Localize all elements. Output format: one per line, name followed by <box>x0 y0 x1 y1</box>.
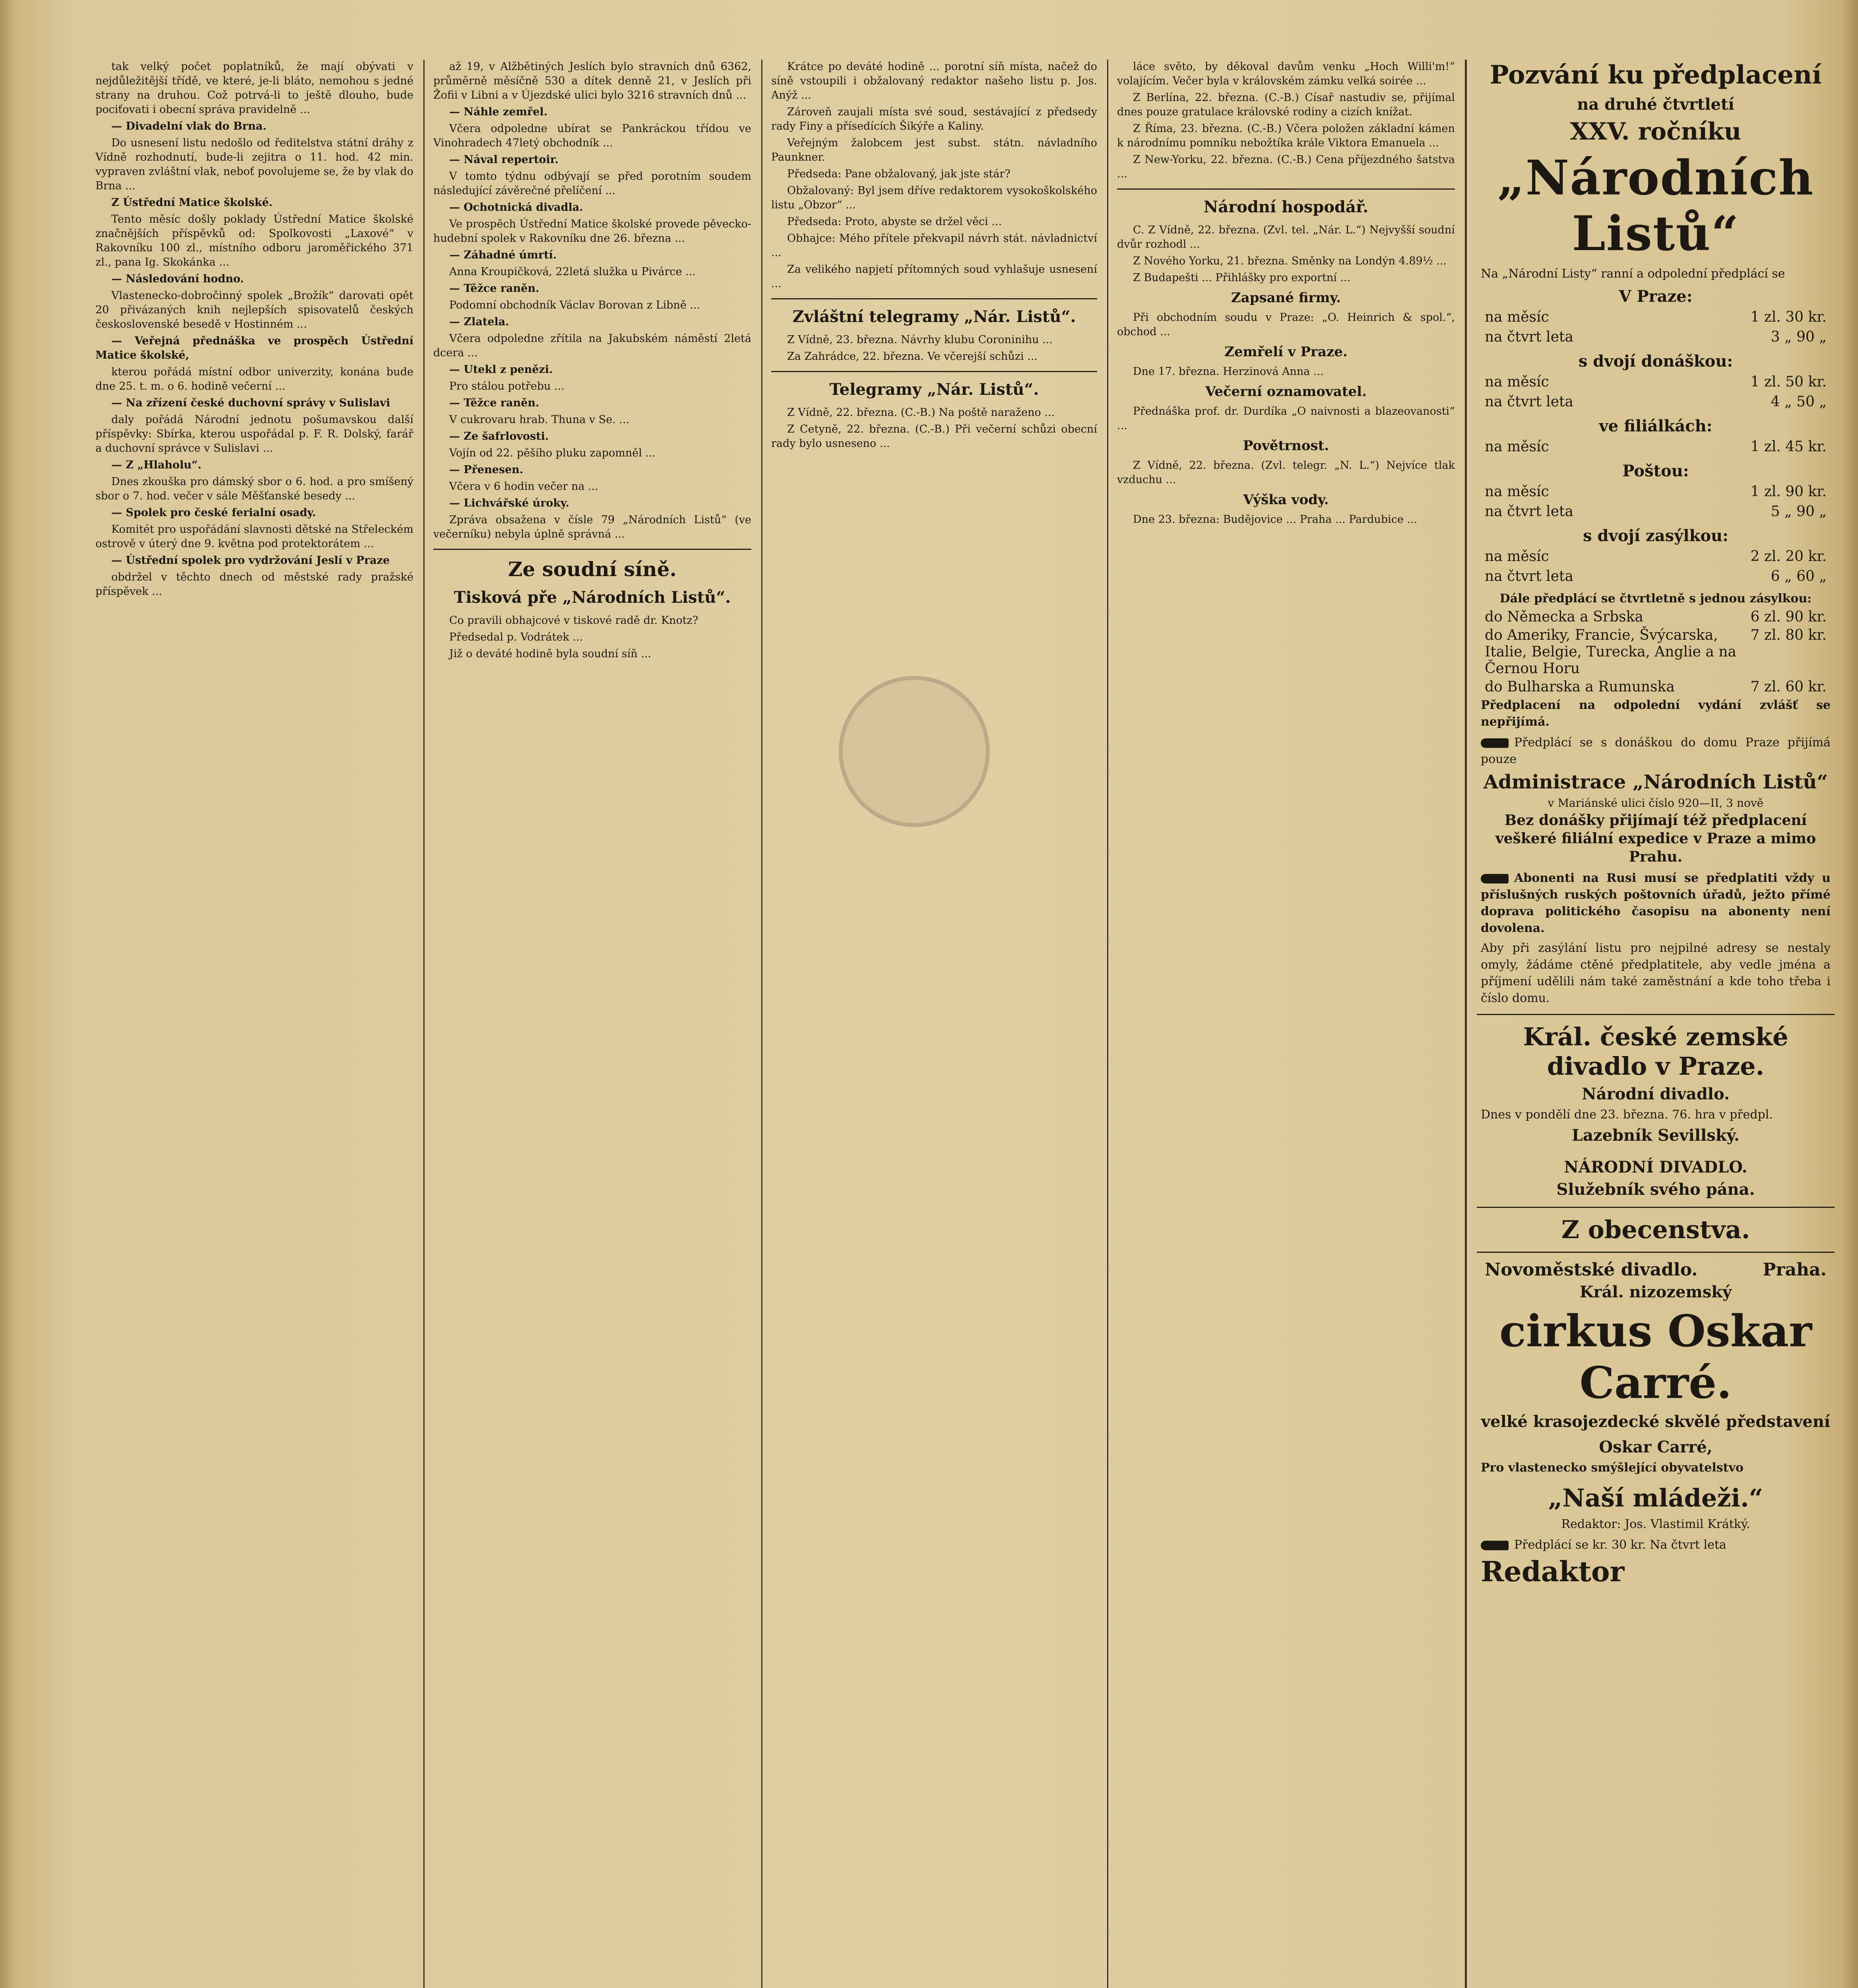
opera-title: Lazebník Sevillský. <box>1571 1126 1740 1145</box>
section-heading-evening: Večerní oznamovatel. <box>1205 384 1367 400</box>
article-paragraph: Z Vídně, 22. března. (C.-B.) Na poště naraženo ... <box>787 406 1055 419</box>
article-heading: — Divadelní vlak do Brna. <box>111 120 267 132</box>
price-row <box>1477 607 1835 627</box>
price-value: 7 zl. 60 kr. <box>1750 679 1827 695</box>
from-public-heading: Z obecenstva. <box>1561 1215 1750 1244</box>
article-paragraph: Tento měsíc došly poklady Ústřední Matice školské značnějších příspěvků od: Spolkovosti „Laxové“ v Rakovníku 100 zl., místního odboru jaroměřického 371 zl., pana Ig. Skokánka ... <box>95 213 413 268</box>
article-heading: — Ze šafrlovosti. <box>449 430 549 443</box>
delivery-note <box>1477 734 1835 768</box>
price-value: 6 „ 60 „ <box>1771 568 1827 584</box>
price-label: do Ameriky, Francie, Švýcarska, Italie, Belgie, Turecka, Anglie a na Černou Horu <box>1485 627 1736 677</box>
article-paragraph: Dne 23. března: Budějovice ... Praha ... Pardubice ... <box>1133 513 1418 526</box>
price-value: 1 zl. 30 kr. <box>1750 309 1827 325</box>
section-rule <box>1477 1014 1835 1015</box>
column-3 <box>771 60 1097 1988</box>
price-label: na měsíc <box>1485 374 1549 390</box>
article-paragraph: Veřejným žalobcem jest subst. státn. návladního Paunkner. <box>771 137 1097 163</box>
article-paragraph: Z Vídně, 23. března. Návrhy klubu Coroninihu ... <box>787 334 1053 346</box>
section-rule <box>1477 1207 1835 1208</box>
article-paragraph: Včera v 6 hodin večer na ... <box>449 480 598 493</box>
russia-note <box>1477 870 1835 937</box>
article-paragraph: Včera odpoledne zřítila na Jakubském náměstí 2letá dcera ... <box>433 332 751 359</box>
price-value: 6 zl. 90 kr. <box>1750 609 1827 625</box>
article-heading: — Těžce raněn. <box>449 282 539 295</box>
article-paragraph: Vlastenecko-dobročinný spolek „Brožík“ darovati opět 20 přivázaných knih nejlepších spisovatelů českých československé besedě v Hostinném ... <box>95 289 413 330</box>
article-paragraph: Pro stálou potřebu ... <box>449 380 564 392</box>
price-row <box>1477 327 1835 347</box>
article-paragraph: Krátce po deváté hodině ... porotní síň místa, načež do síně vstoupili i obžalovaný redaktor našeho listu p. Jos. Anýž ... <box>771 60 1097 101</box>
youth-magazine-intro: Pro vlastenecko smýšlející obyvatelstvo <box>1481 1461 1744 1475</box>
article-paragraph: Předseda: Proto, abyste se držel věci ... <box>787 215 1002 228</box>
price-label: na čtvrt leta <box>1485 568 1573 584</box>
column-divider <box>423 60 425 1988</box>
play-title: Služebník svého pána. <box>1556 1180 1755 1199</box>
subscription-volume: XXV. ročníku <box>1570 118 1742 146</box>
theatre-title: Král. české zemské divadlo v Praze. <box>1523 1022 1788 1081</box>
foreign-subscription-heading: Dále předplácí se čtvrtletně s jednou zásylkou: <box>1499 592 1812 606</box>
price-value: 1 zl. 90 kr. <box>1750 483 1827 500</box>
article-paragraph: Z Říma, 23. března. (C.-B.) Včera položen základní kámen k národnímu pomníku nebožtíka krále Viktora Emanuela ... <box>1117 122 1455 149</box>
article-paragraph: Přednáška prof. dr. Durdíka „O naivnosti a blazeovanosti“ ... <box>1117 405 1455 432</box>
circus-title: cirkus Oskar Carré. <box>1499 1305 1812 1408</box>
article-paragraph: Z Vídně, 22. března. (Zvl. telegr. „N. L.“) Nejvíce tlak vzduchu ... <box>1117 459 1455 486</box>
masthead-narodni-listy: „Národních Listů“ <box>1497 150 1814 262</box>
column-divider <box>1107 60 1108 1988</box>
section-heading-telegrams: Telegramy „Nár. Listů“. <box>829 380 1039 399</box>
article-paragraph: Zároveň zaujali místa své soud, sestávající z předsedy rady Finy a přísedících Šikýře a Kaliny. <box>771 106 1097 132</box>
column-1 <box>95 60 413 1988</box>
article-paragraph: Z Budapešti ... Přihlášky pro exportní ... <box>1133 272 1351 284</box>
article-paragraph: Podomní obchodník Václav Borovan z Libně ... <box>449 299 700 311</box>
price-row <box>1477 567 1835 586</box>
novomestske-title: Novoměstské divadlo. <box>1485 1260 1698 1280</box>
article-paragraph: Obžalovaný: Byl jsem dříve redaktorem vysokoškolského listu „Obzor“ ... <box>771 184 1097 211</box>
section-heading-deaths: Zemřelí v Praze. <box>1224 344 1348 360</box>
article-paragraph: Z Cetyně, 22. března. (C.-B.) Při večerní schůzi obecní rady bylo usneseno ... <box>771 423 1097 450</box>
article-heading: — Lichvářské úroky. <box>449 497 570 509</box>
article-paragraph: Vojín od 22. pěšího pluku zapomněl ... <box>449 447 656 459</box>
novomestske-city: Praha. <box>1763 1260 1827 1280</box>
article-heading: — Náhle zemřel. <box>449 106 548 118</box>
article-paragraph: Při obchodním soudu v Praze: „O. Heinrich & spol.“, obchod ... <box>1117 311 1455 338</box>
article-paragraph: Do usnesení listu nedošlo od ředitelstva státní dráhy z Vídně rozhodnutí, bude-li zejitra o 11. hod. 42 min. vypraven zvláštní vlak, neboť povolujeme se, že by vlak do Brna ... <box>95 137 413 192</box>
article-paragraph: Dnes zkouška pro dámský sbor o 6. hod. a pro smíšený sbor o 7. hod. večer v sále Měšťanské besedy ... <box>95 476 413 502</box>
article-paragraph: kterou pořádá místní odbor univerzity, konána bude dne 25. t. m. o 6. hodině večerní ... <box>95 366 413 392</box>
article-paragraph: Dne 17. března. Herzinová Anna ... <box>1133 365 1324 378</box>
youth-magazine-title: „Naší mládeži.“ <box>1548 1483 1763 1512</box>
price-label: na čtvrt leta <box>1485 329 1573 345</box>
section-heading-court: Ze soudní síně. <box>508 557 677 581</box>
section-rule <box>1117 188 1455 190</box>
article-heading: — Utekl z penězi. <box>449 363 553 376</box>
administration-address: v Mariánské ulici číslo 920—II, 3 nově <box>1548 796 1764 810</box>
price-group-double-mail: s dvojí zasýlkou: <box>1583 526 1728 545</box>
article-heading: — Ústřední spolek pro vydržování Jeslí v Praze <box>111 554 390 567</box>
price-label: na čtvrt leta <box>1485 394 1573 410</box>
price-row <box>1477 482 1835 502</box>
price-label: na měsíc <box>1485 548 1549 565</box>
article-paragraph: Zpráva obsažena v čísle 79 „Národních Listů“ (ve večerníku) nebyla úplně správná ... <box>433 514 751 540</box>
price-label: na měsíc <box>1485 439 1549 455</box>
section-rule <box>771 371 1097 372</box>
article-paragraph: V cukrovaru hrab. Thuna v Se. ... <box>449 414 630 426</box>
price-label: do Německa a Srbska <box>1485 609 1643 625</box>
section-heading-firms: Zapsané firmy. <box>1231 290 1341 306</box>
pointing-hand-icon <box>1481 738 1509 748</box>
magazine-subscription-text: Předplácí se kr. 30 kr. Na čtvrt leta <box>1514 1538 1726 1552</box>
article-heading: — Zlatela. <box>449 316 509 328</box>
price-group-branches: ve filiálkách: <box>1599 417 1713 435</box>
article-heading: — Veřejná přednáška ve prospěch Ústřední Matice školské, <box>95 335 413 361</box>
article-paragraph: C. Z Vídně, 22. března. (Zvl. tel. „Nár. L.“) Nejvyšší soudní dvůr rozhodl ... <box>1117 224 1455 250</box>
address-note: Aby při zasýlání listu pro nejpilné adresy se nestaly omyly, žádáme ctěné předplatitele, aby vedle jména a příjmení udělili nám také zaměstnání a kde toho třeba i číslo domu. <box>1481 941 1831 1005</box>
article-heading: — Těžce raněn. <box>449 397 539 409</box>
price-row <box>1477 547 1835 567</box>
article-paragraph: V tomto týdnu odbývají se před porotním soudem následující závěrečné přelíčení ... <box>433 170 751 197</box>
left-page-edge <box>0 0 16 1988</box>
article-heading: — Záhadné úmrtí. <box>449 249 557 261</box>
article-paragraph: Z New-Yorku, 22. března. (C.-B.) Cena příjezdného šatstva ... <box>1117 153 1455 180</box>
price-label: do Bulharska a Rumunska <box>1485 679 1675 695</box>
section-rule <box>771 298 1097 299</box>
article-heading: — Přenesen. <box>449 464 524 476</box>
branch-note: Bez donášky přijímají též předplacení veškeré filiální expedice v Praze a mimo Prahu. <box>1495 812 1816 865</box>
delivery-note-text: Předplácí se s donáškou do domu Praze přijímá pouze <box>1481 736 1831 766</box>
price-value: 1 zl. 45 kr. <box>1750 439 1827 455</box>
right-page-edge <box>1842 0 1858 1988</box>
price-value: 1 zl. 50 kr. <box>1750 374 1827 390</box>
article-paragraph: obdržel v těchto dnech od městské rady pražské příspěvek ... <box>95 571 413 598</box>
editor-label: Redaktor <box>1481 1555 1625 1588</box>
price-group-double-delivery: s dvojí donáškou: <box>1578 352 1733 371</box>
circus-subtitle: Král. nizozemský <box>1579 1283 1732 1301</box>
article-heading: — Následování hodno. <box>111 273 244 285</box>
article-paragraph: až 19, v Alžbětiných Jeslích bylo stravních dnů 6362, průměrně měsíčně 530 a dítek denně 21, v Jeslích při Žofii v Libni a v Újezdské ulici bylo 3216 stravních dnů ... <box>433 60 751 101</box>
article-heading: — Ochotnická divadla. <box>449 201 583 214</box>
section-rule <box>1477 1252 1835 1253</box>
column-divider <box>1465 60 1467 1988</box>
section-heading-weather: Povětrnost. <box>1243 438 1329 454</box>
subscription-invite-title: Pozvání ku předplacení <box>1490 60 1822 90</box>
section-heading-economy: Národní hospodář. <box>1203 198 1369 216</box>
article-heading: — Na zřízení české duchovní správy v Sulislavi <box>111 397 390 409</box>
article-paragraph: Co pravili obhajcové v tiskové radě dr. Knotz? <box>449 614 698 627</box>
subscription-intro: Na „Národní Listy“ ranní a odpolední předplácí se <box>1481 267 1785 281</box>
article-paragraph: tak velký počet poplatníků, že mají obývati v nejdůležitější třídě, ve které, je-li bláto, nemohou s jedné strany na druhou. Což potrvá-li to ještě dlouho, bude pociťovati i obecní správa pravidelně ... <box>95 60 413 116</box>
price-value: 7 zl. 80 kr. <box>1750 627 1827 643</box>
price-label: na čtvrt leta <box>1485 503 1573 520</box>
article-paragraph: Za velikého napjetí přítomných soud vyhlašuje usnesení ... <box>771 263 1097 290</box>
price-row <box>1477 372 1835 392</box>
article-paragraph: Již o deváté hodině byla soudní síň ... <box>449 648 652 660</box>
article-paragraph: Anna Kroupičková, 22letá služka u Pivárce ... <box>449 266 696 278</box>
magazine-subscription <box>1477 1537 1835 1553</box>
column-divider <box>761 60 762 1988</box>
youth-magazine-editor: Redaktor: Jos. Vlastimil Krátký. <box>1561 1517 1750 1531</box>
section-rule <box>433 549 751 550</box>
price-label: na měsíc <box>1485 309 1549 325</box>
article-paragraph: Z Berlína, 22. března. (C.-B.) Císař nastudiv se, přijímal dnes pouze gratulace královské rodiny a cizích knížat. <box>1117 91 1455 118</box>
column-4 <box>1117 60 1455 1988</box>
price-value: 4 „ 50 „ <box>1771 394 1827 410</box>
national-theatre-2: NÁRODNÍ DIVADLO. <box>1564 1158 1747 1176</box>
price-group-praha: V Praze: <box>1619 287 1693 306</box>
article-paragraph: Za Zahrádce, 22. března. Ve včerejší schůzi ... <box>787 350 1038 363</box>
article-heading: Z Ústřední Matice školské. <box>111 196 273 209</box>
price-value: 2 zl. 20 kr. <box>1750 548 1827 565</box>
article-paragraph: Z Nového Yorku, 21. března. Směnky na Londýn 4.89½ ... <box>1133 255 1447 267</box>
article-heading: — Z „Hlaholu“. <box>111 459 202 471</box>
price-row <box>1477 502 1835 522</box>
price-value: 5 „ 90 „ <box>1771 503 1827 520</box>
article-paragraph: Obhajce: Mého přítele překvapil návrh stát. návladnictví ... <box>771 232 1097 259</box>
section-subheading-press-trial: Tisková pře „Národních Listů“. <box>454 588 731 607</box>
pointing-hand-icon <box>1481 874 1509 883</box>
article-paragraph: Ve prospěch Ústřední Matice školské provede pěvecko-hudební spolek v Rakovníku dne 26. března ... <box>433 218 751 245</box>
price-value: 3 „ 90 „ <box>1771 329 1827 345</box>
administration-title: Administrace „Národních Listů“ <box>1483 771 1828 793</box>
theatre-date: Dnes v pondělí dne 23. března. 76. hra v předpl. <box>1481 1108 1773 1122</box>
pointing-hand-icon <box>1481 1541 1509 1550</box>
price-row <box>1477 437 1835 457</box>
price-row <box>1477 627 1835 677</box>
article-paragraph: láce světo, by děkoval davům venku „Hoch Willi'm!“ volajícím. Večer byla v královském zámku velká soirée ... <box>1117 60 1455 87</box>
russia-note-text: Abonenti na Rusi musí se předplatiti vždy u příslušných ruských poštovních úřadů, ježto přímé doprava politického časopisu na abonenty není dovolena. <box>1481 871 1831 935</box>
circus-performance: velké krasojezdecké skvělé představení <box>1481 1412 1831 1431</box>
article-paragraph: Komitét pro uspořádání slavnosti dětské na Střeleckém ostrově v úterý dne 9. května pod protektorátem ... <box>95 523 413 550</box>
article-paragraph: Předseda: Pane obžalovaný, jak jste stár? <box>787 168 1010 180</box>
novomestske-header <box>1477 1260 1835 1280</box>
national-theatre-title: Národní divadlo. <box>1582 1085 1730 1103</box>
article-heading: — Nával repertoir. <box>449 153 559 166</box>
article-paragraph: Včera odpoledne ubírat se Pankráckou třídou ve Vinohradech 47letý obchodník ... <box>433 122 751 149</box>
subscription-quarter: na druhé čtvrtletí <box>1577 95 1734 114</box>
price-label: na měsíc <box>1485 483 1549 500</box>
article-paragraph: daly pořádá Národní jednotu pošumavskou další příspěvky: Sbírka, kterou uspořádal p. F. R. Dolský, farář a duchovní správce v Sulislavi ... <box>95 414 413 454</box>
column-2 <box>433 60 751 1988</box>
advertisements-column <box>1477 52 1835 1988</box>
price-row <box>1477 307 1835 327</box>
price-row <box>1477 677 1835 697</box>
section-heading-water-level: Výška vody. <box>1243 492 1329 508</box>
price-group-post: Poštou: <box>1622 462 1689 480</box>
article-paragraph: Předsedal p. Vodrátek ... <box>449 631 583 643</box>
circus-director: Oskar Carré, <box>1599 1438 1713 1456</box>
subscription-note: Předplacení na odpolední vydání zvlášť se nepřijímá. <box>1481 698 1831 729</box>
price-row <box>1477 392 1835 412</box>
section-heading-special-telegrams: Zvláštní telegramy „Nár. Listů“. <box>792 307 1076 326</box>
article-heading: — Spolek pro české ferialní osady. <box>111 507 316 519</box>
